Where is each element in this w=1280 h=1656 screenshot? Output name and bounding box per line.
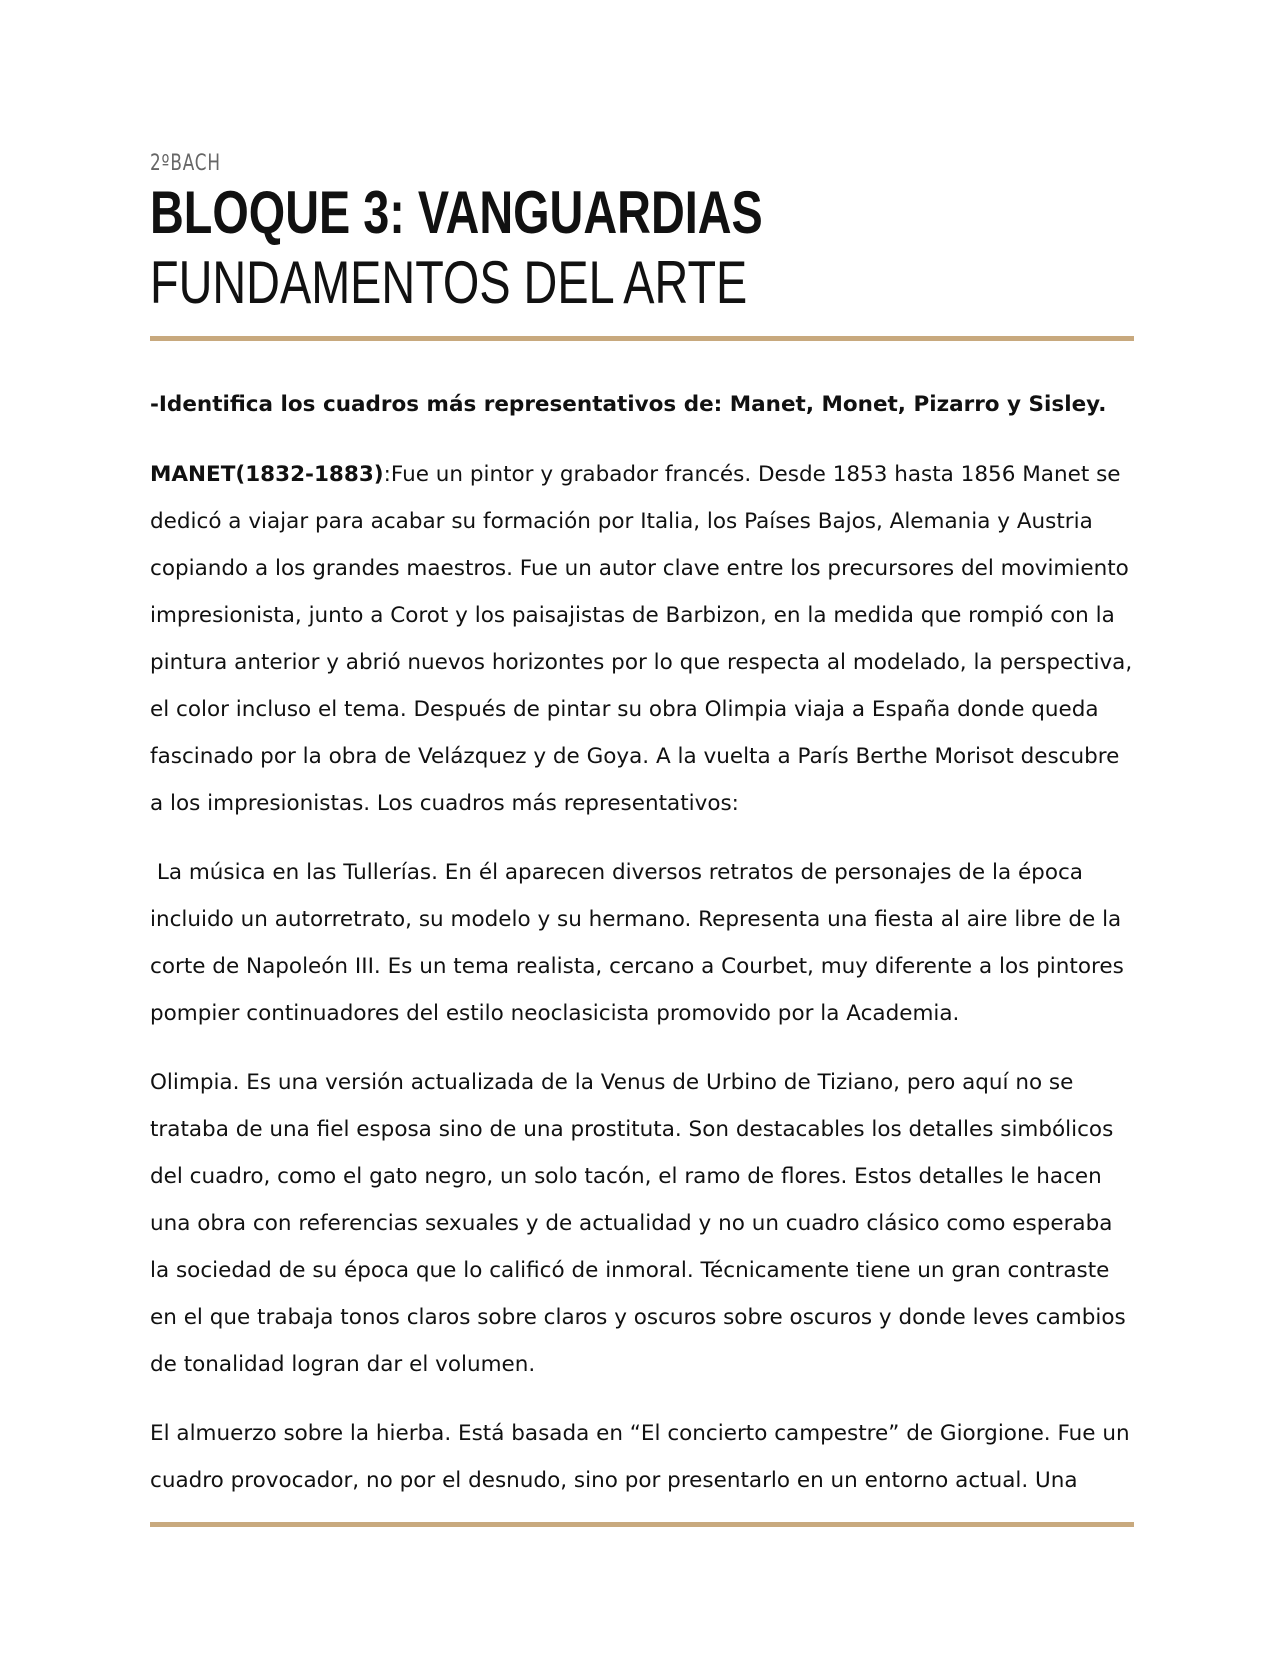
- document-subtitle: FUNDAMENTOS DEL ARTE: [150, 249, 748, 316]
- manet-paragraph: [150, 451, 1134, 827]
- course-label: 2ºBACH: [150, 151, 221, 176]
- manet-intro-text: :Fue un pintor y grabador francés. Desde 1853 hasta 1856 Manet se dedicó a viajar para acabar su formación por Italia, los Países Bajos, Alemania y Austria copiando a los grandes maestros. Fue un autor clave entre los precursores del movimiento impresionista, junto a Corot y los paisajistas de Barbizon, en la medida que rompió con la pintura anterior y abrió nuevos horizontes por lo que respecta al modelado, la perspectiva, el color incluso el tema. Después de pintar su obra Olimpia viaja a España donde queda fascinado por la obra de Velázquez y de Goya. A la vuelta a París Berthe Morisot descubre a los impresionistas. Los cuadros más representativos:: [150, 462, 1133, 816]
- document-header: [150, 150, 1134, 318]
- footer-divider: [150, 1522, 1134, 1527]
- tullerias-paragraph: La música en las Tullerías. En él aparecen diversos retratos de personajes de la época incluido un autorretrato, su modelo y su hermano. Representa una fiesta al aire libre de la corte de Napoleón III. Es un tema realista, cercano a Courbet, muy diferente a los pintores pompier continuadores del estilo neoclasicista promovido por la Academia.: [150, 860, 1131, 1026]
- manet-label: MANET(1832-1883): [150, 462, 384, 487]
- document-title: BLOQUE 3: VANGUARDIAS: [150, 179, 763, 246]
- question-heading: -Identifica los cuadros más representativos de: Manet, Monet, Pizarro y Sisley.: [150, 392, 1107, 417]
- document-body: [150, 385, 1134, 1526]
- header-divider: [150, 336, 1134, 341]
- olimpia-paragraph: Olimpia. Es una versión actualizada de la Venus de Urbino de Tiziano, pero aquí no se trataba de una fiel esposa sino de una prostituta. Son destacables los detalles simbólicos del cuadro, como el gato negro, un solo tacón, el ramo de flores. Estos detalles le hacen una obra con referencias sexuales y de actualidad y no un cuadro clásico como esperaba la sociedad de su época que lo calificó de inmoral. Técnicamente tiene un gran contraste en el que trabaja tonos claros sobre claros y oscuros sobre oscuros y donde leves cambios de tonalidad logran dar el volumen.: [150, 1070, 1126, 1377]
- almuerzo-paragraph: El almuerzo sobre la hierba. Está basada en “El concierto campestre” de Giorgione. Fue un cuadro provocador, no por el desnudo, sino por presentarlo en un entorno actual. Una: [150, 1421, 1130, 1493]
